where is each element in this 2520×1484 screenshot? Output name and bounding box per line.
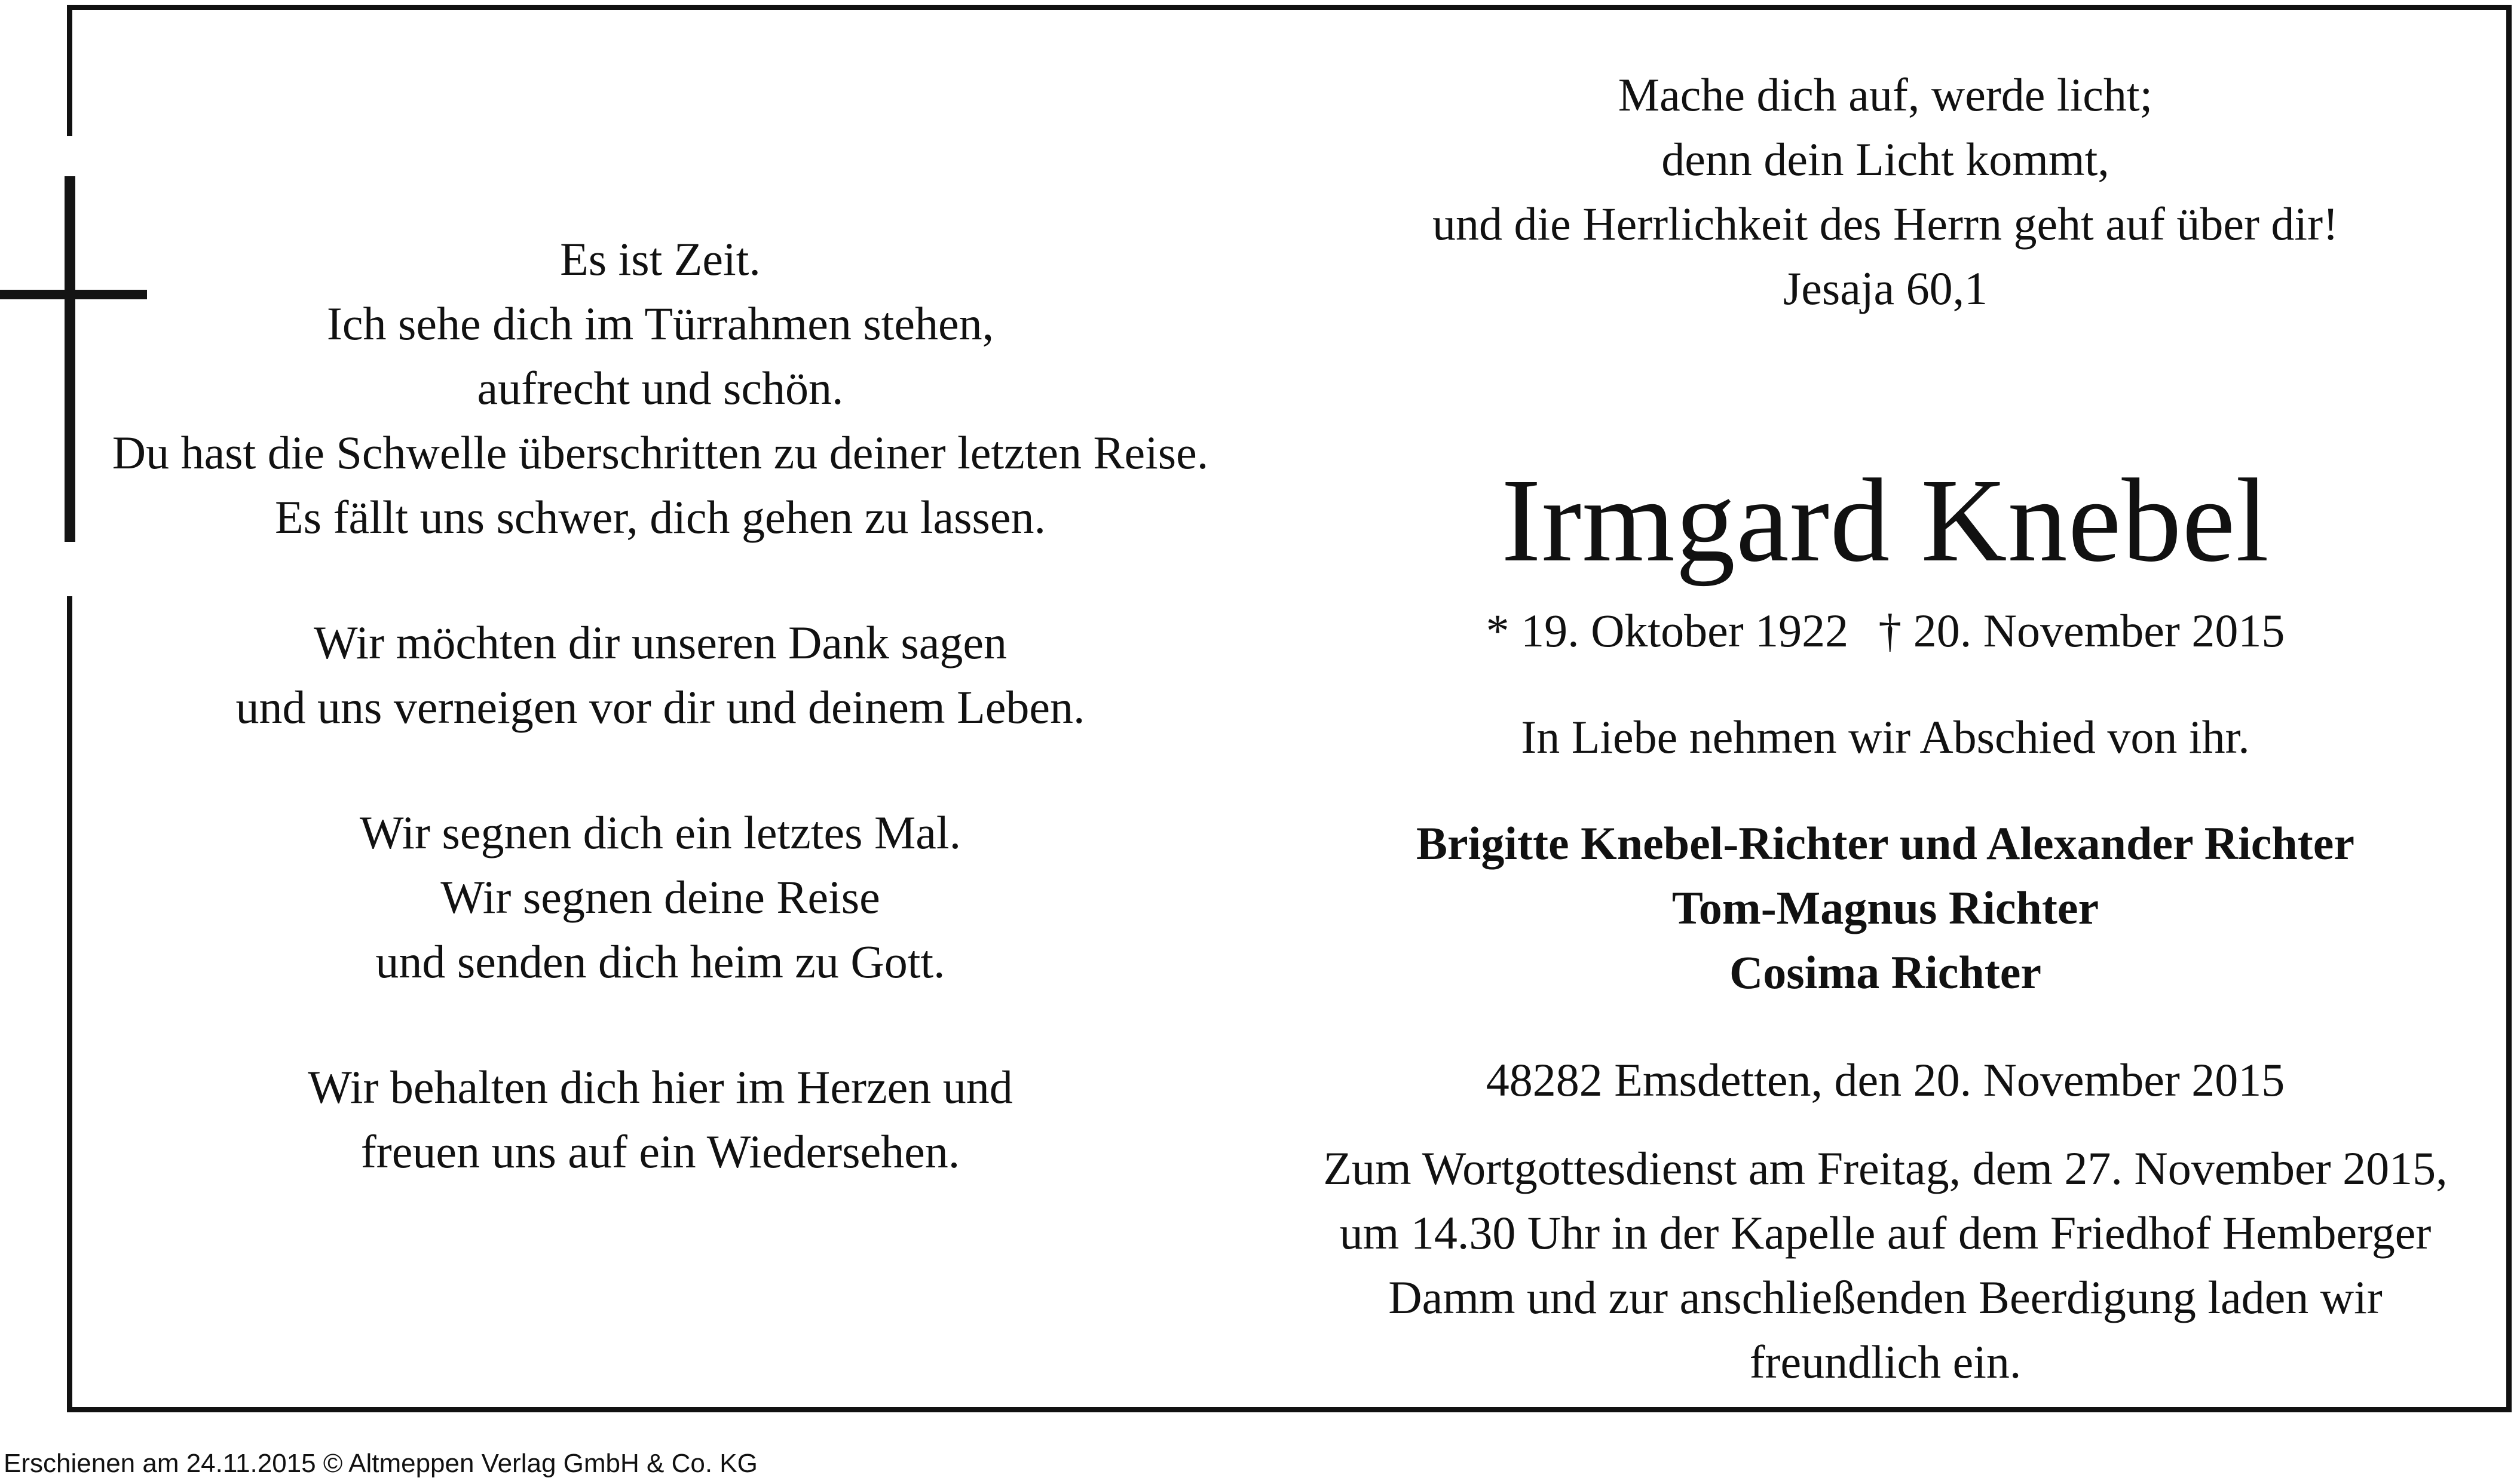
announcement-column	[1243, 63, 2520, 1394]
poem-line: Wir möchten dir unseren Dank sagen	[314, 617, 1007, 669]
poem-stanza	[78, 1055, 1243, 1184]
service-line: freundlich ein.	[1749, 1336, 2022, 1388]
verse-line: und die Herrlichkeit des Herrn geht auf über dir!	[1432, 198, 2339, 250]
poem-line: Wir segnen dich ein letztes Mal.	[359, 807, 962, 858]
service-line: um 14.30 Uhr in der Kapelle auf dem Friedhof Hemberger	[1339, 1207, 2432, 1259]
poem-stanza	[78, 227, 1243, 550]
farewell-text: In Liebe nehmen wir Abschied von ihr.	[1521, 711, 2250, 763]
poem-line: Wir segnen deine Reise	[440, 871, 880, 923]
poem-line: Du hast die Schwelle überschritten zu deiner letzten Reise.	[112, 427, 1209, 479]
poem-column	[78, 227, 1243, 1245]
verse-line: denn dein Licht kommt,	[1661, 133, 2109, 185]
poem-line: und uns verneigen vor dir und deinem Leben.	[235, 681, 1085, 733]
poem-line: aufrecht und schön.	[477, 362, 844, 414]
poem-line: Ich sehe dich im Türrahmen stehen,	[326, 298, 994, 349]
poem-stanza	[78, 611, 1243, 740]
poem-line: Wir behalten dich hier im Herzen und	[308, 1061, 1013, 1113]
death-date: † 20. November 2015	[1878, 605, 2285, 657]
family-member: Brigitte Knebel-Richter und Alexander Richter	[1416, 817, 2354, 869]
family-list	[1243, 811, 2520, 1005]
verse-line: Mache dich auf, werde licht;	[1618, 69, 2153, 121]
poem-line: und senden dich heim zu Gott.	[375, 936, 945, 988]
service-invitation	[1243, 1136, 2520, 1394]
birth-date: * 19. Oktober 1922	[1486, 605, 1849, 657]
service-line: Damm und zur anschließenden Beerdigung laden wir	[1388, 1271, 2383, 1323]
poem-stanza	[78, 801, 1243, 994]
life-dates	[1243, 599, 2520, 663]
poem-line: Es ist Zeit.	[560, 233, 761, 285]
verse-reference: Jesaja 60,1	[1783, 262, 1988, 314]
poem-line: Es fällt uns schwer, dich gehen zu lassen.	[274, 491, 1046, 543]
family-member: Cosima Richter	[1729, 946, 2042, 998]
deceased-name: Irmgard Knebel	[1501, 455, 2270, 587]
publication-footer: Erschienen am 24.11.2015 © Altmeppen Verlag GmbH & Co. KG	[4, 1449, 758, 1478]
bible-verse	[1243, 63, 2520, 321]
place-and-date: 48282 Emsdetten, den 20. November 2015	[1486, 1054, 2285, 1106]
service-line: Zum Wortgottesdienst am Freitag, dem 27. November 2015,	[1323, 1142, 2448, 1194]
family-member: Tom-Magnus Richter	[1671, 882, 2099, 934]
poem-line: freuen uns auf ein Wiedersehen.	[360, 1126, 960, 1178]
